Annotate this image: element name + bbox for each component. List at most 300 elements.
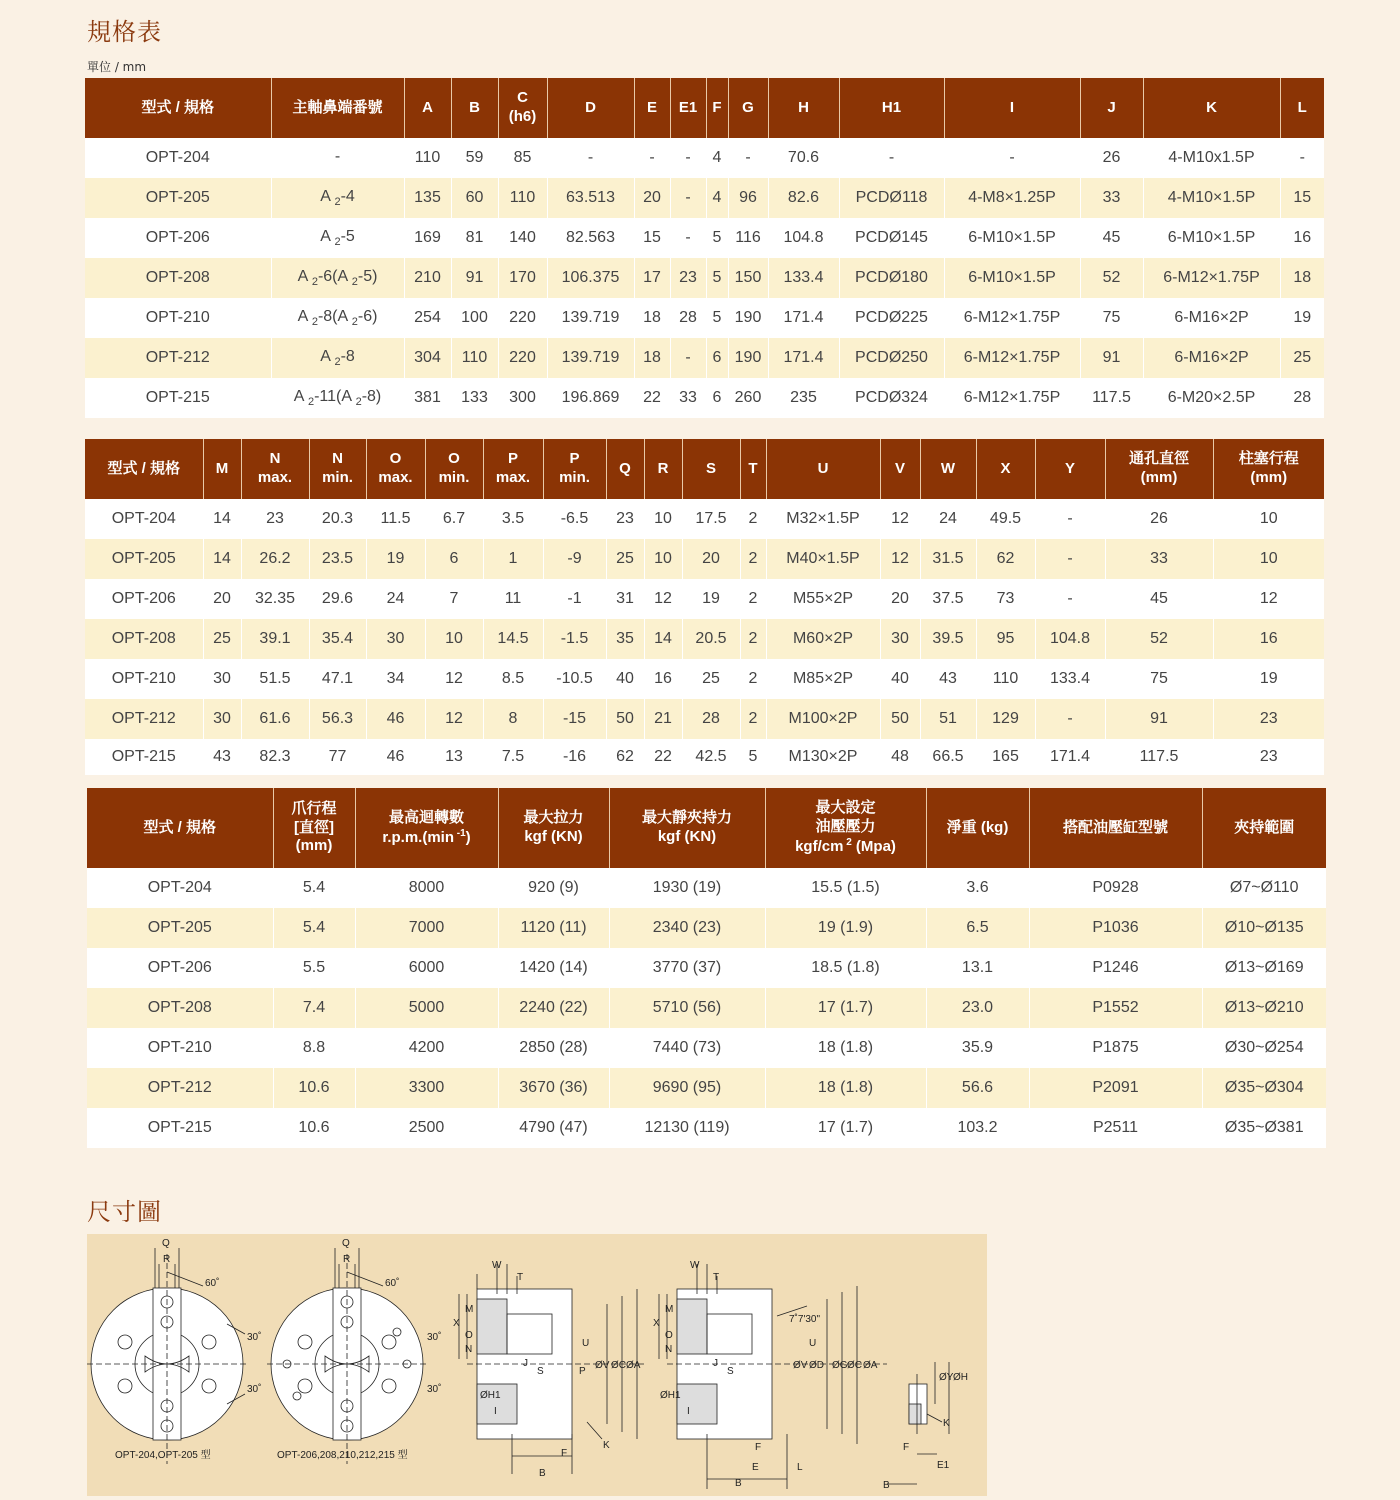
table-cell: 20 [634, 178, 670, 218]
max-rpm-line2-end: ) [465, 828, 471, 846]
table-cell: 6 [425, 539, 483, 579]
table-cell: 14 [644, 619, 682, 659]
table-row [85, 619, 1324, 659]
table-cell: 24 [920, 499, 976, 539]
table-cell: 133 [451, 378, 498, 418]
nose-subscript: 2 [351, 316, 358, 329]
max-pressure-line3-end: (Mpa) [851, 837, 896, 855]
table-cell: 920 (9) [498, 868, 609, 908]
dim-label-w-2: W [690, 1260, 700, 1271]
nose-subscript: 2 [311, 276, 318, 289]
table-cell: 63.513 [547, 178, 634, 218]
table-cell: 60 [451, 178, 498, 218]
table-cell: 3.5 [483, 499, 543, 539]
table-cell: Ø35~Ø304 [1202, 1068, 1326, 1108]
col-header-label: Y [1064, 459, 1075, 477]
angle-60-mid: 60˚ [385, 1278, 400, 1289]
table-cell: 19 (1.9) [765, 908, 926, 948]
table-cell: 196.869 [547, 378, 634, 418]
cell-model: OPT-212 [85, 699, 203, 739]
cell-model: OPT-204 [87, 868, 273, 908]
table-cell: PCDØ225 [839, 298, 944, 338]
table-cell: 254 [404, 298, 451, 338]
jaw-stroke-line3: (mm) [295, 837, 333, 855]
table-cell: 7.5 [483, 739, 543, 775]
spec-table-3 [87, 788, 1326, 1148]
table-cell: 6000 [355, 948, 498, 988]
table-row [85, 579, 1324, 619]
col-header [1105, 439, 1213, 499]
table-cell: - [634, 138, 670, 178]
table-cell: 150 [728, 258, 768, 298]
table-cell: 6 [706, 338, 728, 378]
table-cell: PCDØ180 [839, 258, 944, 298]
table-cell: 300 [498, 378, 547, 418]
table-cell: 10 [425, 619, 483, 659]
table-cell: 6-M12×1.75P [944, 298, 1080, 338]
nose-part: A [320, 347, 335, 365]
table-cell: 91 [1080, 338, 1143, 378]
cell-spindle-nose [271, 338, 404, 378]
col-header-label: P [507, 450, 518, 468]
dim-label-i-1: I [494, 1406, 497, 1417]
col-header-label: U [817, 459, 829, 477]
col-header-label: N [269, 450, 281, 468]
nose-subscript: 2 [311, 316, 318, 329]
dim-label-t-2: T [713, 1272, 720, 1283]
col-header-g: G [728, 78, 768, 138]
col-header-i: I [944, 78, 1080, 138]
nose-part: -8(A [317, 307, 352, 325]
table-cell: 12 [880, 499, 920, 539]
col-header-c-label: C [517, 89, 528, 107]
table-cell: 10 [644, 499, 682, 539]
nose-part: A [320, 227, 335, 245]
table-cell: 8.8 [273, 1028, 355, 1068]
table-row [87, 1068, 1326, 1108]
col-header-label: X [1000, 459, 1011, 477]
table-row [85, 378, 1324, 418]
table-cell: 190 [728, 338, 768, 378]
nose-part: -11(A [314, 387, 356, 405]
table-cell: M60×2P [766, 619, 880, 659]
table-cell: -9 [543, 539, 606, 579]
max-pressure-line2: 油壓壓力 [815, 818, 876, 836]
dim-label-f-1: F [561, 1448, 568, 1459]
table-cell: 2500 [355, 1108, 498, 1148]
angle-60-left: 60˚ [205, 1278, 220, 1289]
table-cell: 1 [483, 539, 543, 579]
cell-spindle-nose [271, 178, 404, 218]
table-cell: - [670, 338, 706, 378]
col-header-max-grip [609, 788, 765, 868]
table-row [85, 178, 1324, 218]
table-cell: 33 [1105, 539, 1213, 579]
table-cell: 6-M10×1.5P [944, 218, 1080, 258]
cell-model: OPT-215 [87, 1108, 273, 1148]
max-grip-line1: 最大靜夾持力 [641, 809, 732, 827]
nose-part: -6(A [317, 267, 352, 285]
table-row [87, 908, 1326, 948]
table-cell: 56.6 [926, 1068, 1029, 1108]
table-cell: 50 [880, 699, 920, 739]
spec-title: 規格表 [87, 18, 162, 46]
table-cell: 2340 (23) [609, 908, 765, 948]
dim-label-r-mid: R [343, 1254, 351, 1265]
table-cell: 19 [1280, 298, 1324, 338]
cell-spindle-nose [271, 138, 404, 178]
table-cell: 30 [880, 619, 920, 659]
table-cell: 2 [740, 499, 766, 539]
table-cell: 70.6 [768, 138, 839, 178]
table-cell: 103.2 [926, 1108, 1029, 1148]
col-header [1035, 439, 1105, 499]
col-header [740, 439, 766, 499]
table-cell: 6-M10×1.5P [944, 258, 1080, 298]
table-cell: 14 [203, 539, 241, 579]
angle-30-left-top: 30˚ [247, 1332, 262, 1343]
table-cell: 171.4 [768, 298, 839, 338]
dim-label-o-1: O [465, 1330, 473, 1341]
table-cell: 4-M10x1.5P [1143, 138, 1280, 178]
table-cell: 5.4 [273, 868, 355, 908]
table-cell: 171.4 [1035, 739, 1105, 775]
dim-label-q-left: Q [162, 1238, 170, 1249]
dim-label-h1-2: ØH1 [660, 1390, 681, 1401]
table-cell: M130×2P [766, 739, 880, 775]
table-cell: 51.5 [241, 659, 309, 699]
cell-spindle-nose [271, 378, 404, 418]
nose-part: -8 [340, 347, 355, 365]
max-pull-line2: kgf (KN) [524, 828, 583, 845]
table-row [85, 258, 1324, 298]
table-cell: - [670, 138, 706, 178]
dim-label-y-3: ØY [939, 1372, 954, 1383]
table-cell: 169 [404, 218, 451, 258]
table-cell: 82.3 [241, 739, 309, 775]
table-cell: P1036 [1029, 908, 1202, 948]
table-cell: -16 [543, 739, 606, 775]
table-cell: 17.5 [682, 499, 740, 539]
table-cell: 4200 [355, 1028, 498, 1068]
table-cell: 5.4 [273, 908, 355, 948]
col-header [203, 439, 241, 499]
table-cell: - [839, 138, 944, 178]
dim-label-d-2: ØD [809, 1360, 824, 1371]
dim-label-e-2: E [752, 1462, 759, 1473]
table-header-row [87, 788, 1326, 868]
table-cell: 5 [740, 739, 766, 775]
table-cell: 19 [1213, 659, 1324, 699]
unit-label: 單位 / mm [87, 60, 147, 74]
table-cell: 23 [1213, 699, 1324, 739]
table-cell: 7 [425, 579, 483, 619]
table-cell: - [1035, 539, 1105, 579]
table-cell: Ø7~Ø110 [1202, 868, 1326, 908]
dim-label-k-3: K [943, 1418, 950, 1429]
max-pressure-line3: kgf/cm [795, 837, 844, 855]
col-header [483, 439, 543, 499]
dim-label-q-mid: Q [342, 1238, 350, 1249]
table-cell: 11.5 [366, 499, 425, 539]
col-header-sub: (mm) [1250, 469, 1288, 486]
table-cell: 6.7 [425, 499, 483, 539]
table-row [85, 138, 1324, 178]
table-cell: 18 (1.8) [765, 1028, 926, 1068]
table-cell: 3770 (37) [609, 948, 765, 988]
table-cell: 139.719 [547, 338, 634, 378]
table-cell: 6.5 [926, 908, 1029, 948]
table-cell: 52 [1080, 258, 1143, 298]
table-row [87, 868, 1326, 908]
cell-model: OPT-204 [85, 138, 271, 178]
table-cell: 35 [606, 619, 644, 659]
table-cell: 106.375 [547, 258, 634, 298]
cell-model: OPT-210 [85, 298, 271, 338]
table-cell: - [1035, 699, 1105, 739]
table-cell: 30 [203, 659, 241, 699]
table-cell: -15 [543, 699, 606, 739]
max-pull-line1: 最大拉力 [523, 809, 584, 827]
dim-label-t-1: T [517, 1272, 524, 1283]
col-header-h: H [768, 78, 839, 138]
table-cell: 91 [1105, 699, 1213, 739]
dim-label-b-3: B [883, 1480, 890, 1491]
table-cell: 23 [1213, 739, 1324, 775]
table-row [85, 499, 1324, 539]
table-cell: 2240 (22) [498, 988, 609, 1028]
table-cell: -10.5 [543, 659, 606, 699]
table-cell: 28 [682, 699, 740, 739]
table-cell: 33 [670, 378, 706, 418]
table-cell: 8.5 [483, 659, 543, 699]
table-cell: 140 [498, 218, 547, 258]
table-cell: 23.0 [926, 988, 1029, 1028]
col-header-label: V [894, 459, 905, 477]
table-cell: 5 [706, 298, 728, 338]
table-cell: 10.6 [273, 1108, 355, 1148]
table-cell: 171.4 [768, 338, 839, 378]
table-cell: 35.9 [926, 1028, 1029, 1068]
col-header [241, 439, 309, 499]
table-cell: 22 [644, 739, 682, 775]
table-cell: 34 [366, 659, 425, 699]
table-cell: Ø10~Ø135 [1202, 908, 1326, 948]
table-cell: 260 [728, 378, 768, 418]
nose-part: -5) [357, 267, 378, 285]
table-cell: 62 [976, 539, 1035, 579]
table-cell: 95 [976, 619, 1035, 659]
table-cell: 190 [728, 298, 768, 338]
dim-label-u-2: U [809, 1338, 817, 1349]
table-cell: 14 [203, 499, 241, 539]
table-cell: 25 [203, 619, 241, 659]
table-cell: 13 [425, 739, 483, 775]
table-cell: 6-M16×2P [1143, 338, 1280, 378]
cell-model: OPT-212 [85, 338, 271, 378]
table-cell: 45 [1105, 579, 1213, 619]
table-cell: 116 [728, 218, 768, 258]
col-header-label: O [448, 450, 460, 468]
table-cell: PCDØ118 [839, 178, 944, 218]
table-cell: 9690 (95) [609, 1068, 765, 1108]
col-header-label: S [705, 459, 716, 477]
table-cell: 5710 (56) [609, 988, 765, 1028]
table-row [85, 218, 1324, 258]
table-cell: 7440 (73) [609, 1028, 765, 1068]
table-cell: 15.5 (1.5) [765, 868, 926, 908]
col-header [976, 439, 1035, 499]
table-cell: 48 [880, 739, 920, 775]
col-header-sub: max. [378, 469, 413, 486]
col-header-label: O [389, 450, 402, 468]
table-cell: 56.3 [309, 699, 366, 739]
table-cell: 23.5 [309, 539, 366, 579]
table-cell: - [944, 138, 1080, 178]
dim-label-r-left: R [163, 1254, 171, 1265]
dim-label-v-2: ØV [793, 1360, 808, 1371]
jaw-stroke-line2: [直徑] [294, 818, 334, 836]
table-cell: 52 [1105, 619, 1213, 659]
table-cell: 15 [1280, 178, 1324, 218]
table-cell: Ø13~Ø210 [1202, 988, 1326, 1028]
table-cell: 104.8 [1035, 619, 1105, 659]
jaw-stroke-line1: 爪行程 [291, 799, 337, 817]
table-cell: 10 [1213, 499, 1324, 539]
table-cell: 4-M8×1.25P [944, 178, 1080, 218]
table-cell: 18 (1.8) [765, 1068, 926, 1108]
table-cell: P1552 [1029, 988, 1202, 1028]
dimension-drawing [87, 1234, 987, 1496]
table-cell: 165 [976, 739, 1035, 775]
table-cell: 5 [706, 258, 728, 298]
col-header-max-pull [498, 788, 609, 868]
col-header-label: N [332, 450, 343, 468]
table-cell: 4 [706, 178, 728, 218]
table-row [87, 948, 1326, 988]
table-cell: 2 [740, 699, 766, 739]
col-header-l: L [1280, 78, 1324, 138]
table-cell: 12 [880, 539, 920, 579]
table-cell: 2850 (28) [498, 1028, 609, 1068]
table-cell: 13.1 [926, 948, 1029, 988]
table-cell: 7000 [355, 908, 498, 948]
dim-label-j-1: J [523, 1358, 528, 1369]
nose-subscript: 2 [334, 236, 341, 249]
table-cell: 104.8 [768, 218, 839, 258]
table-cell: 3.6 [926, 868, 1029, 908]
cell-spindle-nose [271, 298, 404, 338]
table-cell: 8000 [355, 868, 498, 908]
table-cell: 29.6 [309, 579, 366, 619]
table-cell: 17 (1.7) [765, 1108, 926, 1148]
table-cell: 117.5 [1080, 378, 1143, 418]
table-cell: - [728, 138, 768, 178]
caption-mid: OPT-206,208,210,212,215 型 [277, 1450, 408, 1461]
table-cell: Ø30~Ø254 [1202, 1028, 1326, 1068]
table-cell: 61.6 [241, 699, 309, 739]
table-cell: 18 [1280, 258, 1324, 298]
dim-label-k-1: K [603, 1440, 610, 1451]
table-cell: 2 [740, 579, 766, 619]
cell-model: OPT-208 [87, 988, 273, 1028]
table-cell: 11 [483, 579, 543, 619]
table-cell: 66.5 [920, 739, 976, 775]
table-cell: 14.5 [483, 619, 543, 659]
table-cell: 6-M16×2P [1143, 298, 1280, 338]
dim-label-x-2: X [653, 1318, 660, 1329]
col-header [425, 439, 483, 499]
table-cell: - [670, 218, 706, 258]
col-header-model: 型式 / 規格 [85, 78, 271, 138]
table-cell: 110 [451, 338, 498, 378]
table-cell: 18 [634, 298, 670, 338]
table-cell: 12 [644, 579, 682, 619]
dim-label-a-2: ØA [863, 1360, 878, 1371]
table-row [85, 699, 1324, 739]
cell-model: OPT-208 [85, 619, 203, 659]
col-header-max-rpm [355, 788, 498, 868]
table-cell: 17 (1.7) [765, 988, 926, 1028]
table-cell: Ø13~Ø169 [1202, 948, 1326, 988]
table-cell: 26 [1105, 499, 1213, 539]
max-pressure-sup: 2 [843, 836, 852, 848]
table-cell: P0928 [1029, 868, 1202, 908]
col-header-model: 型式 / 規格 [87, 788, 273, 868]
dimension-drawing-svg [87, 1234, 987, 1496]
table-header-row [85, 78, 1324, 138]
table-row [87, 1028, 1326, 1068]
nose-part: -8) [361, 387, 382, 405]
col-header [920, 439, 976, 499]
dim-label-c-2: ØC [847, 1360, 862, 1371]
table-cell: 20.3 [309, 499, 366, 539]
col-header-sub: min. [559, 469, 590, 486]
table-cell: 19 [366, 539, 425, 579]
col-header [543, 439, 606, 499]
table-row [85, 539, 1324, 579]
table-cell: 28 [670, 298, 706, 338]
table-cell: 10 [644, 539, 682, 579]
table-cell: 31 [606, 579, 644, 619]
dim-label-l-2: L [797, 1462, 803, 1473]
col-header-d: D [547, 78, 634, 138]
table-cell: 26.2 [241, 539, 309, 579]
table-cell: M55×2P [766, 579, 880, 619]
table-cell: 47.1 [309, 659, 366, 699]
table-cell: 77 [309, 739, 366, 775]
cell-model: OPT-204 [85, 499, 203, 539]
table-cell: PCDØ145 [839, 218, 944, 258]
cell-model: OPT-206 [87, 948, 273, 988]
table-cell: 33 [1080, 178, 1143, 218]
table-cell: 10 [1213, 539, 1324, 579]
nose-part: A [297, 267, 312, 285]
dim-label-s-1: S [537, 1366, 544, 1377]
col-header-e: E [634, 78, 670, 138]
col-header-max-pressure [765, 788, 926, 868]
table-header-row [85, 439, 1324, 499]
table-cell: 25 [1280, 338, 1324, 378]
table-cell: 3670 (36) [498, 1068, 609, 1108]
cell-model: OPT-206 [85, 218, 271, 258]
table-cell: 133.4 [768, 258, 839, 298]
table-cell: - [670, 178, 706, 218]
table-cell: 117.5 [1105, 739, 1213, 775]
table-cell: 8 [483, 699, 543, 739]
table-cell: 6-M12×1.75P [944, 378, 1080, 418]
col-header-c [498, 78, 547, 138]
